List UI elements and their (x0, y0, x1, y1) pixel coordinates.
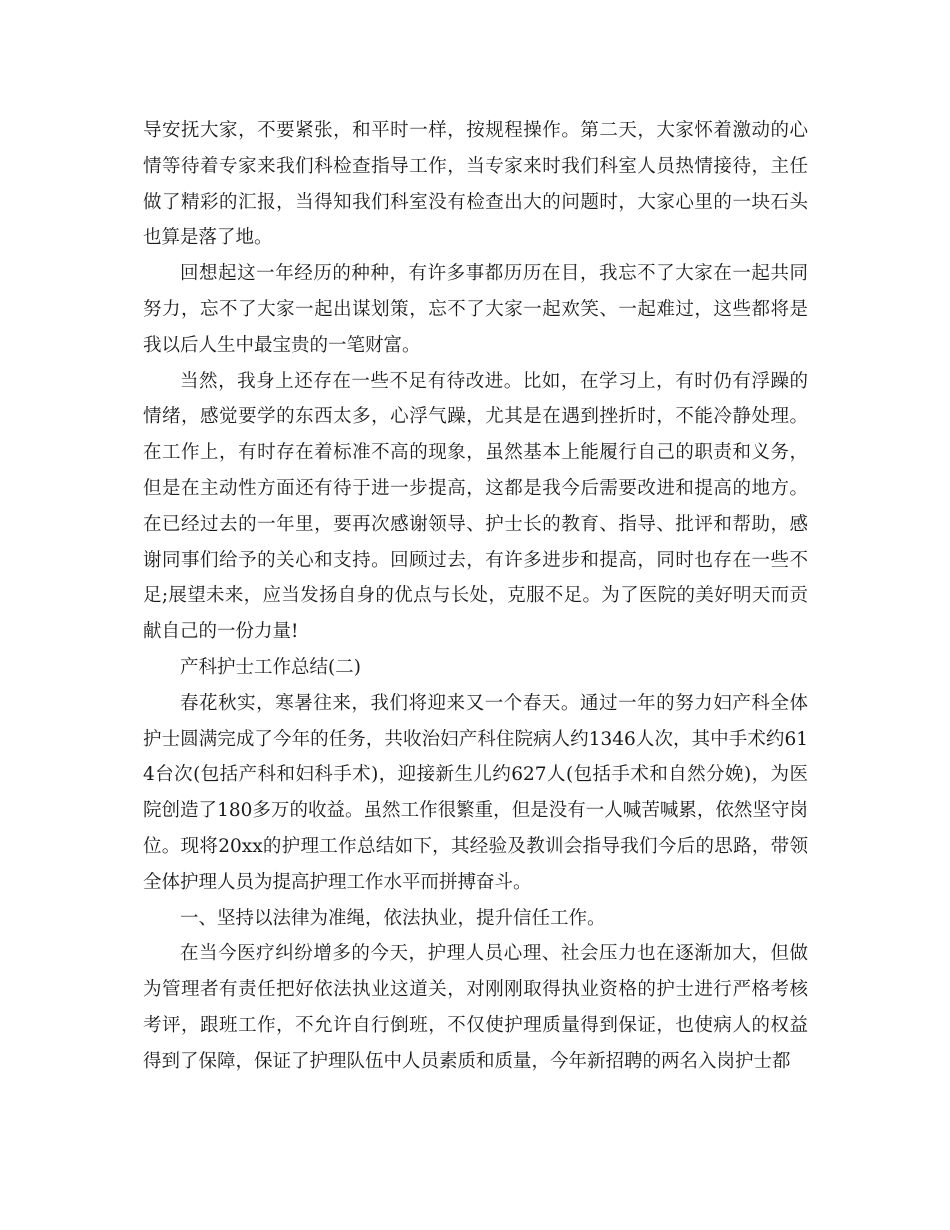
paragraph-legal-practice: 在当今医疗纠纷增多的今天，护理人员心理、社会压力也在逐渐加大，但做为管理者有责任把好依法执业这道关，对刚刚取得执业资格的护士进行严格考核考评，跟班工作，不允许自行倒班，不仅使护理质量得到保证，也使病人的权益得到了保障，保证了护理队伍中人员素质和质量，今年新招聘的两名入岗护士都 (143, 943, 808, 1072)
paragraph-continuation: 导安抚大家，不要紧张，和平时一样，按规程操作。第二天，大家怀着激动的心情等待着专家来我们科检查指导工作，当专家来时我们科室人员热情接待，主任做了精彩的汇报，当得知我们科室没有检查出大的问题时，大家心里的一块石头也算是落了地。 (143, 120, 808, 249)
paragraph-reflection: 回想起这一年经历的种种，有许多事都历历在目，我忘不了大家在一起共同努力，忘不了大家一起出谋划策，忘不了大家一起欢笑、一起难过，这些都将是我以后人生中最宝贵的一笔财富。 (143, 263, 808, 356)
subsection-heading: 一、坚持以法律为准绳，依法执业，提升信任工作。 (180, 907, 606, 929)
section-heading: 产科护士工作总结(二) (180, 656, 361, 678)
paragraph-shortcomings: 当然，我身上还存在一些不足有待改进。比如，在学习上，有时仍有浮躁的情绪，感觉要学的东西太多，心浮气躁，尤其是在遇到挫折时，不能冷静处理。在工作上，有时存在着标准不高的现象，虽然基本上能履行自己的职责和义务，但是在主动性方面还有待于进一步提高，这都是我今后需要改进和提高的地方。在已经过去的一年里，要再次感谢领导、护士长的教育、指导、批评和帮助，感谢同事们给予的关心和支持。回顾过去，有许多进步和提高，同时也存在一些不足;展望未来，应当发扬自身的优点与长处，克服不足。为了医院的美好明天而贡献自己的一份力量! (143, 370, 808, 643)
document-body (143, 113, 808, 1080)
paragraph-introduction: 春花秋实，寒暑往来，我们将迎来又一个春天。通过一年的努力妇产科全体护士圆满完成了今年的任务，共收治妇产科住院病人约1346人次，其中手术约614台次(包括产科和妇科手术)，迎接新生儿约627人(包括手术和自然分娩)，为医院创造了180多万的收益。虽然工作很繁重，但是没有一人喊苦喊累，依然坚守岗位。现将20xx的护理工作总结如下，其经验及教训会指导我们今后的思路，带领全体护理人员为提高护理工作水平而拼搏奋斗。 (143, 692, 808, 893)
